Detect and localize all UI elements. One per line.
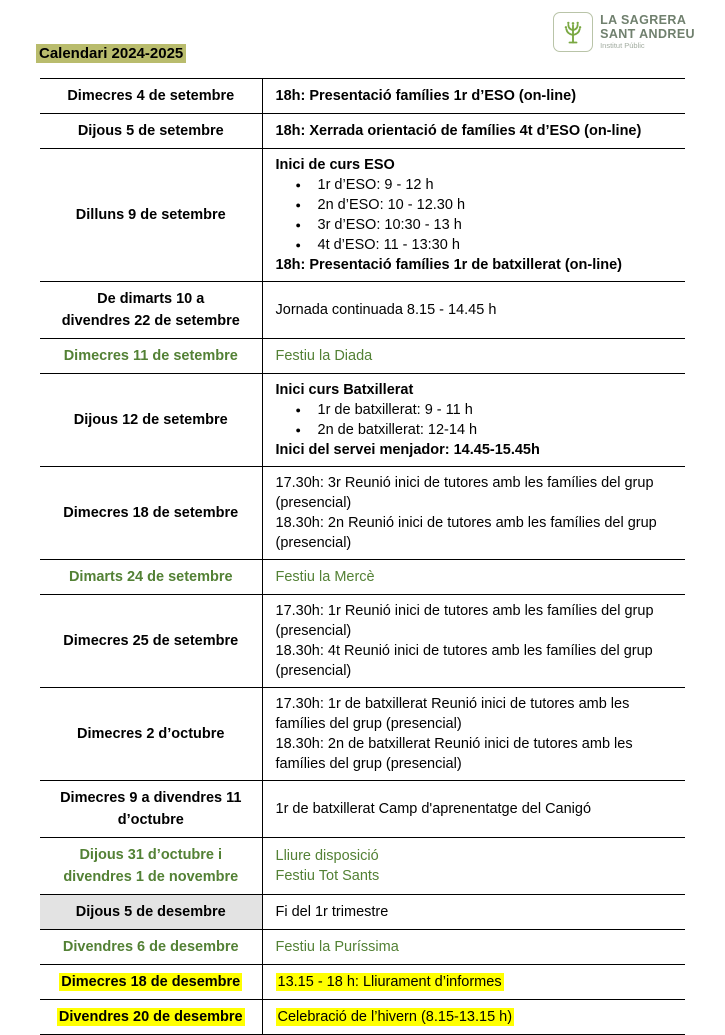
- table-row: [40, 1000, 685, 1035]
- event-line: [276, 694, 676, 734]
- date-line: [50, 971, 252, 993]
- date-line: [50, 901, 252, 923]
- event-text: 4t d’ESO: 11 - 13:30 h: [317, 237, 460, 253]
- event-text: 18h: Xerrada orientació de famílies 4t d’ESO (on-line): [275, 123, 642, 139]
- event-text: Inici de curs ESO: [275, 157, 395, 173]
- date-line: [50, 310, 252, 332]
- date-cell: [40, 374, 262, 467]
- event-text: 17.30h: 1r Reunió inici de tutores amb les famílies del grup (presencial): [275, 603, 654, 639]
- event-cell: [262, 374, 685, 467]
- event-text: 2n de batxillerat: 12-14 h: [317, 422, 478, 438]
- date-label: Divendres 6 de desembre: [62, 939, 239, 955]
- event-line: [276, 346, 676, 366]
- event-cell: [262, 339, 685, 374]
- event-text: 18.30h: 4t Reunió inici de tutores amb les famílies del grup (presencial): [275, 643, 653, 679]
- date-label: Dimecres 18 de setembre: [63, 505, 239, 521]
- date-cell: [40, 79, 262, 114]
- event-cell: [262, 895, 685, 930]
- date-line: [50, 809, 252, 831]
- event-text: 3r d’ESO: 10:30 - 13 h: [317, 217, 462, 233]
- bullet-item: [296, 400, 676, 420]
- event-line: [276, 866, 676, 886]
- event-line: [276, 601, 676, 641]
- event-line: [276, 255, 676, 275]
- bullet-item: [296, 235, 676, 255]
- event-line: [276, 380, 676, 400]
- table-row: [40, 930, 685, 965]
- table-row: [40, 374, 685, 467]
- event-line: [276, 440, 676, 460]
- date-label: Dimecres 4 de setembre: [67, 88, 235, 104]
- tree-icon: [553, 12, 593, 52]
- date-line: [50, 1006, 252, 1028]
- date-line: [50, 345, 252, 367]
- event-text: Festiu Tot Sants: [275, 868, 380, 884]
- table-row: [40, 339, 685, 374]
- event-text: 17.30h: 3r Reunió inici de tutores amb les famílies del grup (presencial): [275, 475, 654, 511]
- event-cell: [262, 282, 685, 339]
- document-header: [36, 44, 186, 63]
- bullet-item: [296, 195, 676, 215]
- event-text: Lliure disposició: [275, 848, 379, 864]
- date-cell: [40, 595, 262, 688]
- date-label: Dilluns 9 de setembre: [75, 207, 226, 223]
- date-line: [50, 866, 252, 888]
- event-line: [276, 734, 676, 774]
- date-line: [50, 502, 252, 524]
- table-row: [40, 79, 685, 114]
- bullet-icon: ●: [295, 240, 301, 250]
- date-line: [50, 844, 252, 866]
- table-row: [40, 560, 685, 595]
- bullet-icon: ●: [295, 200, 301, 210]
- event-text: 1r de batxillerat: 9 - 11 h: [317, 402, 473, 418]
- bullet-item: [296, 215, 676, 235]
- event-line: [276, 846, 676, 866]
- date-cell: [40, 1000, 262, 1035]
- event-text: 2n d’ESO: 10 - 12.30 h: [317, 197, 466, 213]
- table-row: [40, 895, 685, 930]
- table-row: [40, 781, 685, 838]
- event-cell: [262, 595, 685, 688]
- event-text: Fi del 1r trimestre: [275, 904, 389, 920]
- bullet-icon: ●: [295, 425, 301, 435]
- event-text: Inici curs Batxillerat: [275, 382, 414, 398]
- event-cell: [262, 838, 685, 895]
- date-cell: [40, 560, 262, 595]
- bullet-icon: ●: [295, 405, 301, 415]
- logo-text: [600, 13, 695, 50]
- date-label: Dijous 12 de setembre: [73, 412, 228, 428]
- event-cell: [262, 149, 685, 282]
- date-label: Dijous 5 de desembre: [75, 904, 226, 920]
- school-logo: [553, 12, 695, 52]
- date-cell: [40, 282, 262, 339]
- date-cell: [40, 965, 262, 1000]
- date-cell: [40, 114, 262, 149]
- date-label: Dijous 31 d’octubre i: [79, 847, 223, 863]
- event-cell: [262, 467, 685, 560]
- event-text: Festiu la Mercè: [275, 569, 375, 585]
- date-cell: [40, 339, 262, 374]
- event-line: [276, 799, 676, 819]
- date-line: [50, 936, 252, 958]
- date-label: De dimarts 10 a: [97, 291, 205, 307]
- date-label: d’octubre: [117, 812, 184, 828]
- event-text: 1r de batxillerat Camp d'aprenentatge del Canigó: [275, 801, 592, 817]
- event-line: [276, 513, 676, 553]
- calendar-table-body: [40, 79, 685, 1035]
- event-cell: [262, 965, 685, 1000]
- bullet-icon: ●: [295, 220, 301, 230]
- event-line: [276, 972, 676, 992]
- table-row: [40, 467, 685, 560]
- event-line: [276, 567, 676, 587]
- date-label: Dimecres 2 d’octubre: [77, 726, 225, 742]
- event-cell: [262, 930, 685, 965]
- date-label: Dimecres 11 de setembre: [63, 348, 238, 364]
- event-text: 18.30h: 2n de batxillerat Reunió inici de tutores amb les famílies del grup (presencial): [275, 736, 633, 772]
- date-label: Dijous 5 de setembre: [77, 123, 224, 139]
- date-line: [50, 787, 252, 809]
- event-text: Inici del servei menjador: 14.45-15.45h: [275, 442, 540, 458]
- event-line: [276, 155, 676, 175]
- event-cell: [262, 560, 685, 595]
- logo-subtitle: Institut Públic: [600, 41, 645, 51]
- table-row: [40, 282, 685, 339]
- date-label: divendres 1 de novembre: [63, 869, 239, 885]
- event-text: Jornada continuada 8.15 - 14.45 h: [275, 302, 497, 318]
- event-text: 18.30h: 2n Reunió inici de tutores amb les famílies del grup (presencial): [275, 515, 657, 551]
- event-text: 17.30h: 1r de batxillerat Reunió inici de tutores amb les famílies del grup (presencial): [275, 696, 630, 732]
- date-cell: [40, 930, 262, 965]
- table-row: [40, 838, 685, 895]
- event-line: [276, 641, 676, 681]
- event-text: Festiu la Diada: [275, 348, 373, 364]
- event-line: [276, 300, 676, 320]
- bullet-icon: ●: [295, 180, 301, 190]
- event-cell: [262, 1000, 685, 1035]
- event-line: [276, 473, 676, 513]
- date-line: [50, 288, 252, 310]
- event-text: 13.15 - 18 h: Lliurament d’informes: [277, 974, 502, 990]
- event-text: 18h: Presentació famílies 1r d’ESO (on-line): [275, 88, 577, 104]
- date-line: [50, 409, 252, 431]
- table-row: [40, 114, 685, 149]
- event-text: 18h: Presentació famílies 1r de batxillerat (on-line): [275, 257, 622, 273]
- event-line: [276, 902, 676, 922]
- date-line: [50, 120, 252, 142]
- date-line: [50, 85, 252, 107]
- table-row: [40, 688, 685, 781]
- logo-name-line1: LA SAGRERA: [600, 13, 687, 28]
- table-row: [40, 149, 685, 282]
- table-row: [40, 965, 685, 1000]
- event-text: 1r d’ESO: 9 - 12 h: [317, 177, 434, 193]
- calendar-table: [40, 78, 685, 1035]
- date-label: Dimecres 25 de setembre: [63, 633, 239, 649]
- date-label: Divendres 20 de desembre: [58, 1009, 243, 1025]
- table-row: [40, 595, 685, 688]
- logo-name-line2: SANT ANDREU: [600, 27, 695, 42]
- date-cell: [40, 838, 262, 895]
- date-label: Dimecres 9 a divendres 11: [60, 790, 242, 806]
- date-cell: [40, 467, 262, 560]
- bullet-item: [296, 175, 676, 195]
- event-cell: [262, 79, 685, 114]
- event-cell: [262, 114, 685, 149]
- date-cell: [40, 688, 262, 781]
- date-cell: [40, 781, 262, 838]
- event-text: Festiu la Puríssima: [275, 939, 399, 955]
- date-label: divendres 22 de setembre: [61, 313, 240, 329]
- date-cell: [40, 149, 262, 282]
- date-label: Dimarts 24 de setembre: [68, 569, 233, 585]
- event-line: [276, 937, 676, 957]
- event-line: [276, 121, 676, 141]
- event-text: Celebració de l’hivern (8.15-13.15 h): [277, 1009, 513, 1025]
- date-label: Dimecres 18 de desembre: [61, 974, 241, 990]
- page-title: Calendari 2024-2025: [36, 44, 186, 63]
- event-cell: [262, 781, 685, 838]
- date-line: [50, 723, 252, 745]
- event-line: [276, 1007, 676, 1027]
- date-line: [50, 204, 252, 226]
- event-line: [276, 86, 676, 106]
- date-line: [50, 566, 252, 588]
- date-line: [50, 630, 252, 652]
- date-cell: [40, 895, 262, 930]
- event-cell: [262, 688, 685, 781]
- bullet-item: [296, 420, 676, 440]
